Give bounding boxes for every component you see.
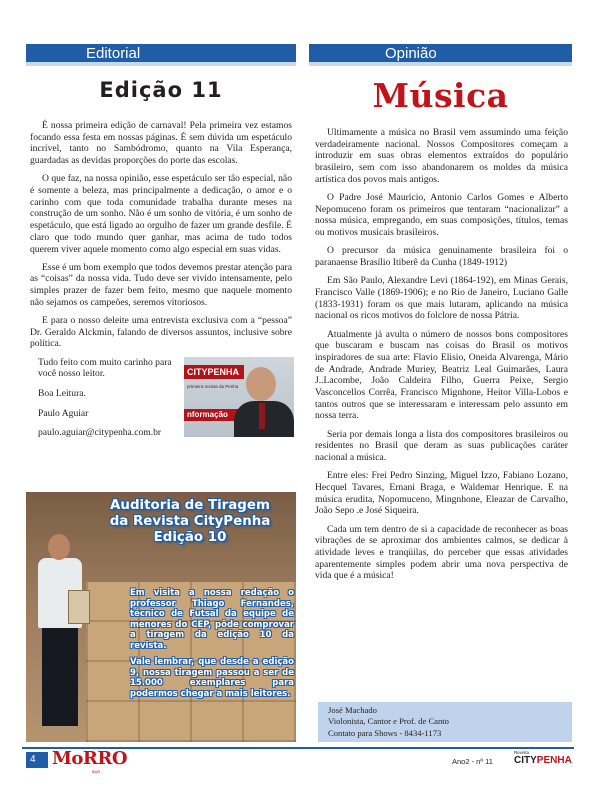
editorial-section-bar: [26, 44, 296, 66]
editorial-column: [26, 44, 296, 447]
city-revista-label: Revista: [514, 750, 530, 755]
editorial-email[interactable]: paulo.aguiar@citypenha.com.br: [38, 427, 162, 439]
editorial-title: Edição 11: [99, 78, 223, 102]
audit-photo-box: [26, 492, 296, 742]
editorial-paragraph: É nossa primeira edição de carnaval! Pela primeira vez estamos focando essa festa em nossas páginas. É sem dúvida um espetáculo incrível, tanto no Sambódromo, quanto na Vila Esperança, guardadas as devidas proporções do porte das escolas.: [30, 120, 292, 167]
opinion-paragraph: Atualmente já avulta o número de nossos bons compositores que buscaram e buscam nas coisas do Brasil os motivos inspiradores de sua arte: Flavio Elisio, Oneida Alvarenga, Mário de Andrade, Andrade Muriey, Beatriz Leal Guimarães, Laura J..Lacombe, João Caldeira Filho, Guerra Peixe, Sergio Vasconcellos Corrêa, Francisco Mignhone, Heitor Villa-Lobos e tantos outros que se interessaram e interessam pelo assunto em nossa terra.: [315, 328, 568, 422]
editor-photo: [184, 357, 294, 437]
credit-name: José Machado: [328, 705, 377, 715]
author-credit-box: [318, 702, 572, 742]
informacao-strip: nformação: [184, 409, 248, 421]
citypenha-logo: CITYPENHA: [184, 365, 244, 379]
opinion-paragraph: Ultimamente a música no Brasil vem assumindo uma feição verdadeiramente nacional. Nossos Compositores começam a introduzir em suas obras elementos extraídos do populário brasileiro, sem com isso abandonarem os moldes da música artística dos povos mais antigos.: [315, 127, 568, 185]
magazine-shape: [68, 590, 90, 624]
opinion-paragraph: Em São Paulo, Alexandre Levi (1864-192), em Minas Gerais, Francisco Valle (1869-1906); e no Rio de Janeiro, Luciano Galle (1833-1931) foram os que mais lutaram, aplicando na música nacional os ricos motivos do folclore de nossa Pátria.: [315, 275, 568, 322]
editorial-section-label: Editorial: [86, 45, 141, 62]
editorial-signature: [26, 357, 296, 448]
person-legs-shape: [42, 626, 78, 726]
opinion-title: Música: [372, 76, 509, 115]
opinion-column: [309, 44, 572, 589]
page-number: 4: [26, 752, 48, 768]
credit-contact: Contato para Shows - 8434-1173: [328, 727, 442, 738]
issue-label: Ano2 - nº 11: [452, 757, 493, 766]
opinion-paragraph: Seria por demais longa a lista dos compositores brasileiros ou residentes no Brasil que deram as suas publicações caráter nacional a música.: [315, 428, 568, 464]
editor-tie-shape: [259, 403, 265, 429]
opinion-paragraph: O precursor da música genuinamente brasileira foi o paranaense Brasílio Itiberê da Cunha (1849-1912): [315, 245, 568, 269]
opinion-body: [309, 127, 572, 582]
editorial-closing: Tudo feito com muito carinho para você nosso leitor.: [38, 356, 172, 380]
editorial-greeting: Boa Leitura.: [38, 388, 86, 400]
person-head-shape: [48, 534, 70, 560]
citypenha-tagline: primeira revista da Penha: [187, 383, 239, 389]
citypenha-footer-logo: CITYPENHA: [514, 755, 572, 766]
opinion-paragraph: Cada um tem dentro de si a capacidade de reconhecer as boas vibrações de se aproximar dos ambientes calmos, se dedicar à atividade leves e tranqüilas, do perceber que essas atividades aparentemente simples podem abrir uma nova perspectiva de vida que é a música!: [315, 523, 568, 582]
editorial-paragraph: Esse é um bom exemplo que todos devemos prestar atenção para as “coisas” da nossa vida. Tudo deve ser vivido intensamente, pelo simples prazer de fazer bem feito, mesmo que naquele momento não sejamos os campeões, seremos vitoriosos.: [30, 261, 292, 308]
opinion-paragraph: Entre eles: Frei Pedro Sinzing, Miguel Izzo, Fabiano Lozano, Hecquel Tavares, Ernani Braga, e Waldemar Henrique. E na música erudita, Nopomuceno, Mingnhone, Eleazar de Carvalho, João Sepo .e José Siqueira.: [315, 470, 568, 517]
opinion-section-bar: [309, 44, 572, 66]
opinion-paragraph: O Padre José Maurício, Antonio Carlos Gomes e Alberto Nepomuceno foram os primeiros que tentaram “nacionalizar” a nossa música, empregando, em suas composições, títulos, temas ou motivos musicais brasileiros.: [315, 192, 568, 239]
editorial-paragraph: E para o nosso deleite uma entrevista exclusiva com a “pessoa” Dr. Geraldo Alckmin, falando de diversos assuntos, inclusive sobre política.: [30, 315, 292, 350]
audit-title: Auditoria de Tiragem da Revista CityPenha Edição 10: [109, 498, 271, 545]
credit-role: Violonista, Cantor e Prof. de Canto: [328, 716, 449, 727]
editorial-body: [26, 120, 296, 350]
editor-head-shape: [246, 367, 276, 401]
morro-bar-sub: BAR: [92, 769, 101, 774]
editorial-paragraph: O que faz, na nossa opinião, esse espetáculo ser tão especial, não é somente a beleza, mas principalmente a dedicação, o amor e o carinho com que toda comunidade trabalha durante meses na construção de um sonho. Não é um sonho de vitória, é um sonho de espetáculo, que está ligado ao orgulho de fazer um grande desfile. É claro que todo mundo quer ganhar, mas acima de tudo todos querem viver aquele momento como algo especial em suas vidas.: [30, 173, 292, 255]
editorial-author: Paulo Aguiar: [38, 407, 89, 419]
opinion-section-label: Opinião: [385, 45, 437, 62]
morro-bar-logo: MoRRO: [52, 748, 128, 769]
audit-caption: Em visita a nossa redação o professor Thiago Fernandes, técnico de Futsal da equipe de menores do CEP, pôde comprovar a tiragem da edição 10 da revista. Vale lembrar, que desde a edição 9, nossa tiragem passou a ser de 15.000 exemplares para podermos chegar a mais leitores.: [130, 588, 294, 699]
